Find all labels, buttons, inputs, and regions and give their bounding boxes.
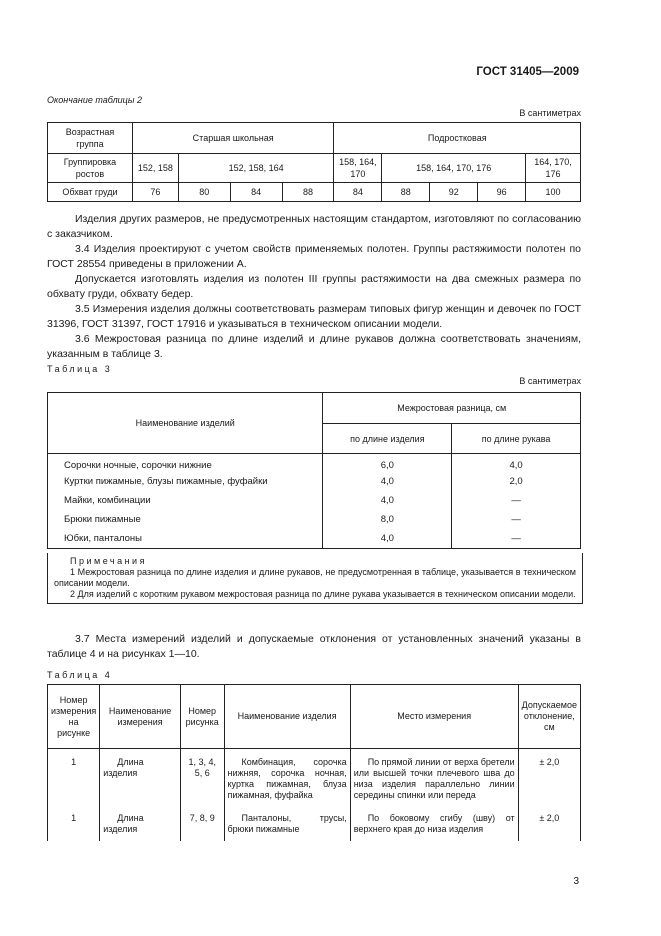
height-cell: 152, 158, 164	[178, 154, 334, 183]
chest-cell: 100	[526, 183, 581, 202]
body-paragraphs	[47, 212, 581, 362]
group-teen: Подростковая	[334, 123, 581, 154]
chest-cell: 92	[430, 183, 478, 202]
sleeve-value: —	[452, 492, 581, 511]
table-row	[48, 511, 581, 530]
col-name-header: Наименование изделий	[48, 393, 323, 454]
item-name: Панталоны, трусы, брюки пижамные	[224, 805, 350, 841]
paragraph: 3.7 Места измерений изделий и допускаемые отклонения от установленных значений указаны в таблице 4 и на рисунках 1—10.	[47, 633, 581, 660]
table-row	[48, 183, 581, 202]
measure-name: Длина изделия	[100, 749, 181, 806]
measure-name: Длина изделия	[100, 805, 181, 841]
figure-number: 1, 3, 4, 5, 6	[180, 749, 224, 806]
notes-title: Примечания	[70, 556, 147, 566]
chest-cell: 96	[478, 183, 526, 202]
table-row	[48, 154, 581, 183]
age-group-label: Возрастная группа	[48, 123, 133, 154]
table3-notes	[47, 553, 583, 604]
table2-caption: Окончание таблицы 2	[47, 95, 142, 105]
table2-units: В сантиметрах	[519, 108, 581, 118]
height-cell: 164, 170, 176	[526, 154, 581, 183]
paragraph-3-7	[47, 632, 581, 662]
chest-cell: 76	[132, 183, 178, 202]
header-cell: Номер рисунка	[180, 685, 224, 749]
len-value: 4,0	[323, 530, 452, 549]
header-cell: Наименование измерения	[100, 685, 181, 749]
item-name: Куртки пижамные, блузы пижамные, фуфайки	[48, 473, 323, 492]
col-diff-header: Межростовая разница, см	[323, 393, 581, 424]
table4-label: Таблица 4	[47, 670, 113, 680]
len-value: 4,0	[323, 492, 452, 511]
paragraph: 3.4 Изделия проектируют с учетом свойств применяемых полотен. Группы растяжимости полотен по ГОСТ 28554 приведены в приложении А.	[47, 243, 581, 270]
table-4	[47, 684, 581, 841]
table-row	[48, 492, 581, 511]
measure-number: 1	[48, 805, 100, 841]
table-row	[48, 473, 581, 492]
len-value: 6,0	[323, 454, 452, 473]
chest-label: Обхват груди	[48, 183, 133, 202]
note: 2 Для изделий с коротким рукавом межростовая разница по длине рукава указывается в техническом описании модели.	[70, 589, 576, 599]
chest-cell: 80	[178, 183, 230, 202]
measure-number: 1	[48, 749, 100, 806]
table-row	[48, 123, 581, 154]
chest-cell: 84	[230, 183, 282, 202]
item-name: Юбки, панталоны	[48, 530, 323, 549]
table-row	[48, 530, 581, 549]
tolerance: ± 2,0	[518, 749, 580, 806]
col-sleeve-header: по длине рукава	[452, 424, 581, 454]
chest-cell: 88	[382, 183, 430, 202]
height-cell: 158, 164, 170	[334, 154, 382, 183]
chest-cell: 84	[334, 183, 382, 202]
len-value: 8,0	[323, 511, 452, 530]
page-number: 3	[573, 876, 579, 887]
sleeve-value: 4,0	[452, 454, 581, 473]
height-group-label: Группировка ростов	[48, 154, 133, 183]
table-row	[48, 454, 581, 473]
note: 1 Межростовая разница по длине изделия и длине рукавов, не предусмотренная в таблице, указывается в техническом описании модели.	[54, 567, 576, 588]
item-name: Сорочки ночные, сорочки нижние	[48, 454, 323, 473]
header-cell: Наименование изделия	[224, 685, 350, 749]
table-row	[48, 685, 581, 749]
header-cell: Место измерения	[350, 685, 518, 749]
header-cell: Допускаемое отклонение, см	[518, 685, 580, 749]
paragraph: Допускается изготовлять изделия из полотен III группы растяжимости на два смежных размера по обхвату груди, обхвату бедер.	[47, 273, 581, 300]
tolerance: ± 2,0	[518, 805, 580, 841]
paragraph: Изделия других размеров, не предусмотренных настоящим стандартом, изготовляют по согласованию с заказчиком.	[47, 213, 581, 240]
measure-place: По боковому сгибу (шву) от верхнего края до низа изделия	[350, 805, 518, 841]
paragraph: 3.6 Межростовая разница по длине изделий и длине рукавов должна соответствовать значениям, указанным в таблице 3.	[47, 333, 581, 360]
table3-label: Таблица 3	[47, 364, 113, 374]
table-row	[48, 805, 581, 841]
item-name: Брюки пижамные	[48, 511, 323, 530]
paragraph: 3.5 Измерения изделия должны соответствовать размерам типовых фигур женщин и девочек по ГОСТ 31396, ГОСТ 31397, ГОСТ 17916 и указываться в техническом описании модели.	[47, 303, 581, 330]
table-2	[47, 122, 581, 202]
sleeve-value: —	[452, 511, 581, 530]
measure-place: По прямой линии от верха бретели или высшей точки плечевого шва до низа изделия параллельно линии середины спинки или переда	[350, 749, 518, 806]
group-school: Старшая школьная	[132, 123, 334, 154]
figure-number: 7, 8, 9	[180, 805, 224, 841]
height-cell: 158, 164, 170, 176	[382, 154, 526, 183]
height-cell: 152, 158	[132, 154, 178, 183]
table3-units: В сантиметрах	[519, 376, 581, 386]
col-len-header: по длине изделия	[323, 424, 452, 454]
table-3	[47, 392, 581, 549]
chest-cell: 88	[282, 183, 334, 202]
standard-number: ГОСТ 31405—2009	[476, 66, 579, 78]
item-name: Комбинация, сорочка нижняя, сорочка ночная, куртка пижамная, блуза пижамная, фуфайка	[224, 749, 350, 806]
sleeve-value: 2,0	[452, 473, 581, 492]
table-row	[48, 749, 581, 806]
table-row	[48, 393, 581, 424]
sleeve-value: —	[452, 530, 581, 549]
item-name: Майки, комбинации	[48, 492, 323, 511]
header-cell: Номер измерения на рисунке	[48, 685, 100, 749]
len-value: 4,0	[323, 473, 452, 492]
